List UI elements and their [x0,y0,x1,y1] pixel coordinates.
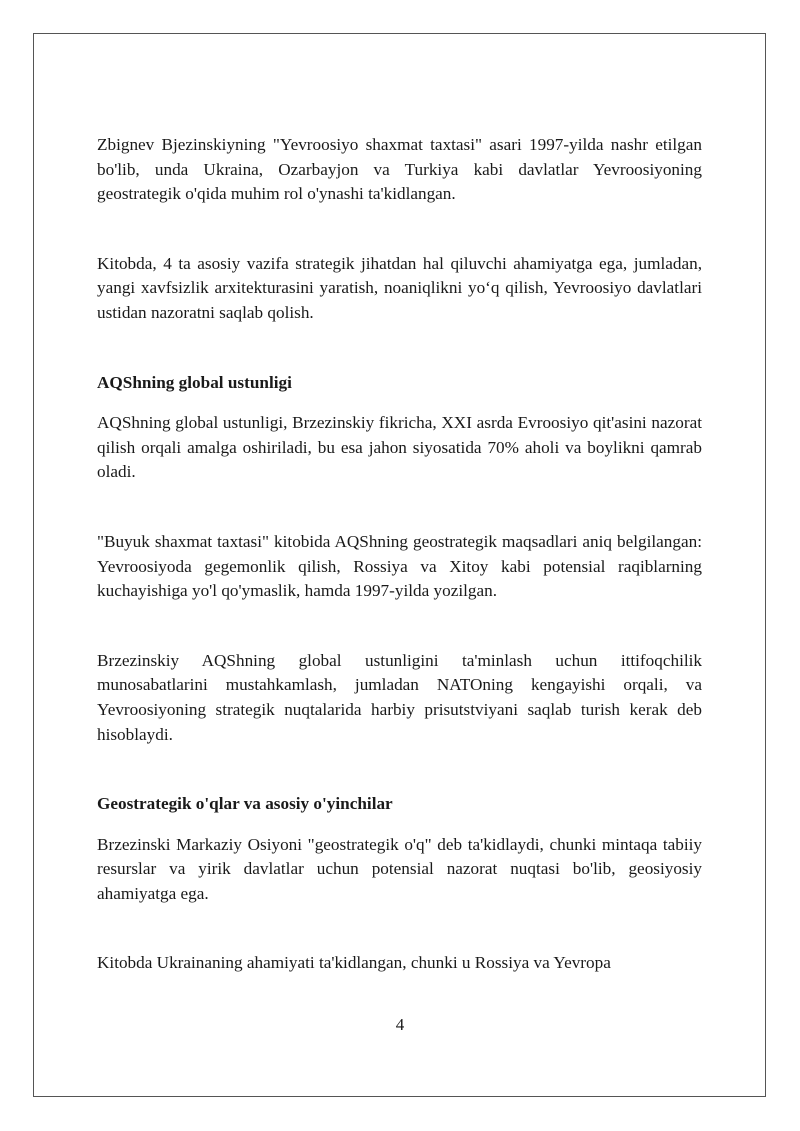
page-number: 4 [395,1015,405,1034]
section-heading-geostrategic-axes: Geostrategik o'qlar va asosiy o'yinchilar [97,794,393,814]
paragraph-central-asia: Brzezinski Markaziy Osiyoni "geostrategik o'q" deb ta'kidlaydi, chunki mintaqa tabiiy resurslar va yirik davlatlar uchun potensial nazorat nuqtasi bo'lib, geosiyosiy ahamiyatga ega. [97,834,702,903]
paragraph-alliances: Brzezinskiy AQShning global ustunligini ta'minlash uchun ittifoqchilik munosabatlarini mustahkamlash, jumladan NATOning kengayishi orqali, va Yevroosiyoning strategik nuqtalarida harbiy prisutstviyani saqlab turish kerak deb hisoblaydi. [97,650,702,744]
paragraph-geostrategic-goals: "Buyuk shaxmat taxtasi" kitobida AQShning geostrategik maqsadlari aniq belgilangan: Yevroosiyoda gegemonlik qilish, Rossiya va Xitoy kabi potensial raqiblarning kuchayishiga yo'l qo'ymaslik, hamda 1997-yilda yozilgan. [97,531,702,601]
paragraph-global-dominance: AQShning global ustunligi, Brzezinskiy fikricha, XXI asrda Evroosiyo qit'asini nazorat qilish orqali amalga oshiriladi, bu esa jahon siyosatida 70% aholi va boylikni qamrab oladi. [97,413,702,482]
section-heading-global-dominance: AQShning global ustunligi [97,372,292,392]
paragraph-ukraine: Kitobda Ukrainaning ahamiyati ta'kidlangan, chunki u Rossiya va Yevropa [97,953,611,973]
paragraph-chessboard-intro: Zbignev Bjezinskiyning "Yevroosiyo shaxmat taxtasi" asari 1997-yilda nashr etilgan bo'lib, unda Ukraina, Ozarbayjon va Turkiya kabi davlatlar Yevroosiyoning geostrategik o'qida muhim rol o'ynashi ta'kidlangan. [97,135,702,204]
document-body [97,133,702,976]
paragraph-four-tasks: Kitobda, 4 ta asosiy vazifa strategik jihatdan hal qiluvchi ahamiyatga ega, jumladan, yangi xavfsizlik arxitekturasini yaratish, noaniqlikni yo‘q qilish, Yevroosiyo davlatlari ustidan nazoratni saqlab qolish. [97,253,702,322]
